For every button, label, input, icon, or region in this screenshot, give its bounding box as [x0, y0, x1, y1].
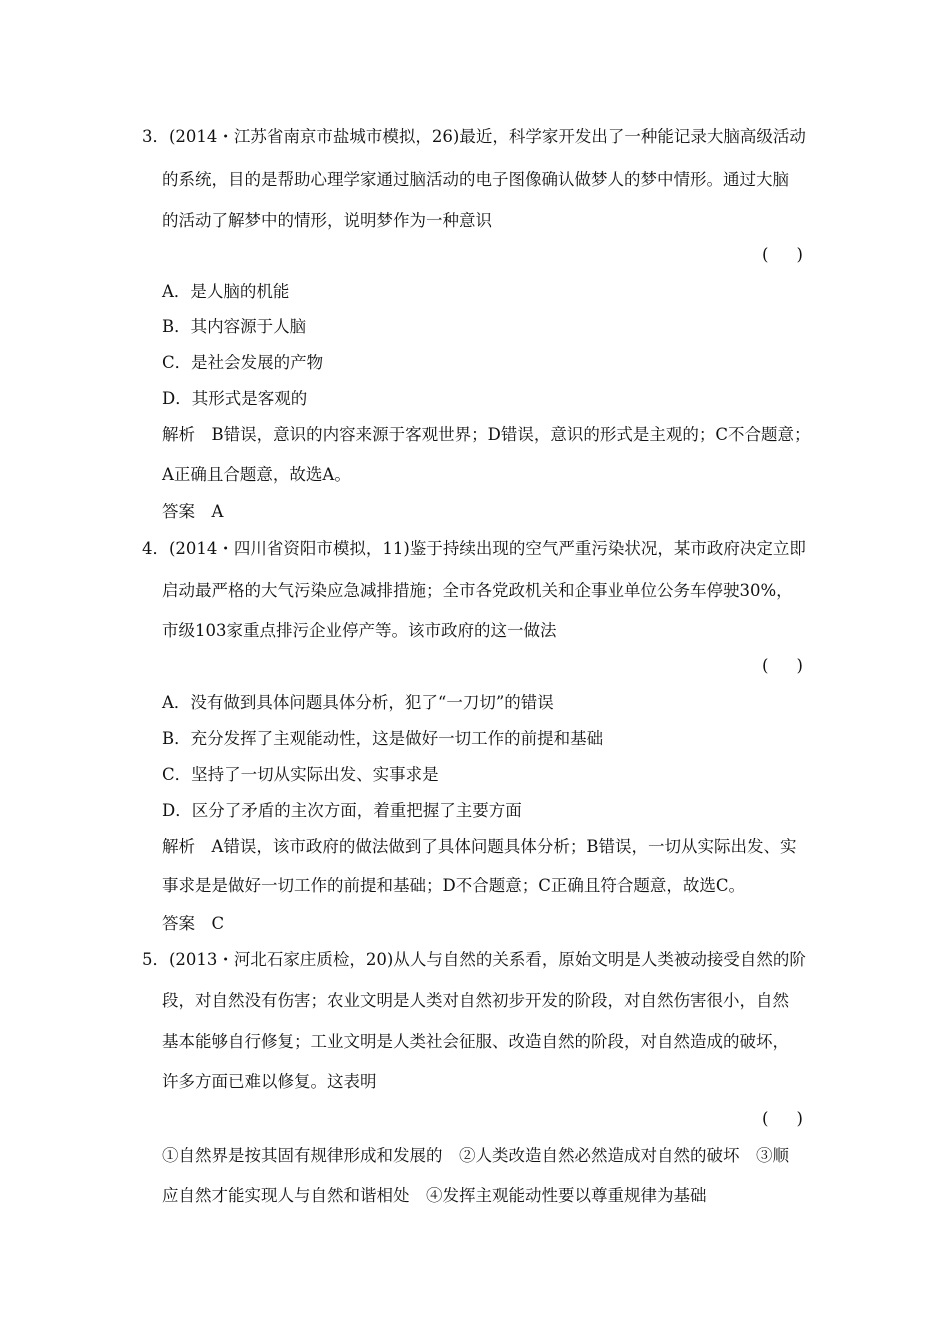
question-4-option-b: B．充分发挥了主观能动性，这是做好一切工作的前提和基础 [162, 729, 604, 748]
paren-open: ( [762, 245, 769, 264]
question-3-option-a: A．是人脑的机能 [162, 282, 290, 301]
question-4-option-c: C．坚持了一切从实际出发、实事求是 [162, 765, 439, 784]
question-3-option-b: B．其内容源于人脑 [162, 317, 307, 336]
question-3-option-c: C．是社会发展的产物 [162, 353, 324, 372]
question-4-stem-line-2: 启动最严格的大气污染应急减排措施；全市各党政机关和企事业单位公务车停驶30%， [162, 581, 793, 600]
question-3-analysis-line-2: A正确且合题意，故选A。 [162, 465, 351, 484]
paren-open: ( [762, 656, 769, 675]
question-3-analysis-line-1: 解析 B错误，意识的内容来源于客观世界；D错误，意识的形式是主观的；C不合题意； [162, 425, 811, 444]
question-3-answer-blank [762, 244, 803, 266]
question-3-answer: 答案 A [162, 502, 224, 521]
question-3-option-d: D．其形式是客观的 [162, 389, 308, 408]
question-5-stem-line-4: 许多方面已难以修复。这表明 [162, 1072, 377, 1091]
question-5-answer-blank [762, 1108, 803, 1130]
paren-close: ) [796, 1109, 803, 1128]
question-5-items-line-2: 应自然才能实现人与自然和谐相处 ④发挥主观能动性要以尊重规律为基础 [162, 1186, 707, 1205]
paren-close: ) [796, 656, 803, 675]
question-4-stem-line-1: 4．(2014・四川省资阳市模拟，11)鉴于持续出现的空气严重污染状况，某市政府决定立即 [142, 539, 806, 558]
question-4-option-d: D．区分了矛盾的主次方面，着重把握了主要方面 [162, 801, 522, 820]
question-4-answer-blank [762, 655, 803, 677]
question-5-stem-line-3: 基本能够自行修复；工业文明是人类社会征服、改造自然的阶段，对自然造成的破坏， [162, 1032, 789, 1051]
paren-open: ( [762, 1109, 769, 1128]
question-4-analysis-line-2: 事求是是做好一切工作的前提和基础；D不合题意；C正确且符合题意，故选C。 [162, 876, 745, 895]
question-3-stem-line-3: 的活动了解梦中的情形，说明梦作为一种意识 [162, 211, 492, 230]
question-4-option-a: A．没有做到具体问题具体分析，犯了“一刀切”的错误 [162, 693, 554, 712]
question-5-items-line-1: ①自然界是按其固有规律形成和发展的 ②人类改造自然必然造成对自然的破坏 ③顺 [162, 1146, 789, 1165]
question-5-stem-line-1: 5．(2013・河北石家庄质检，20)从人与自然的关系看，原始文明是人类被动接受自然的阶 [142, 950, 806, 969]
question-5-stem-line-2: 段，对自然没有伤害；农业文明是人类对自然初步开发的阶段，对自然伤害很小，自然 [162, 991, 789, 1010]
question-3-stem-line-1: 3．(2014・江苏省南京市盐城市模拟，26)最近，科学家开发出了一种能记录大脑高级活动 [142, 127, 806, 146]
question-4-answer: 答案 C [162, 914, 225, 933]
question-3-stem-line-2: 的系统，目的是帮助心理学家通过脑活动的电子图像确认做梦人的梦中情形。通过大脑 [162, 170, 789, 189]
question-4-analysis-line-1: 解析 A错误，该市政府的做法做到了具体问题具体分析；B错误，一切从实际出发、实 [162, 837, 797, 856]
paren-close: ) [796, 245, 803, 264]
question-4-stem-line-3: 市级103家重点排污企业停产等。该市政府的这一做法 [162, 621, 557, 640]
